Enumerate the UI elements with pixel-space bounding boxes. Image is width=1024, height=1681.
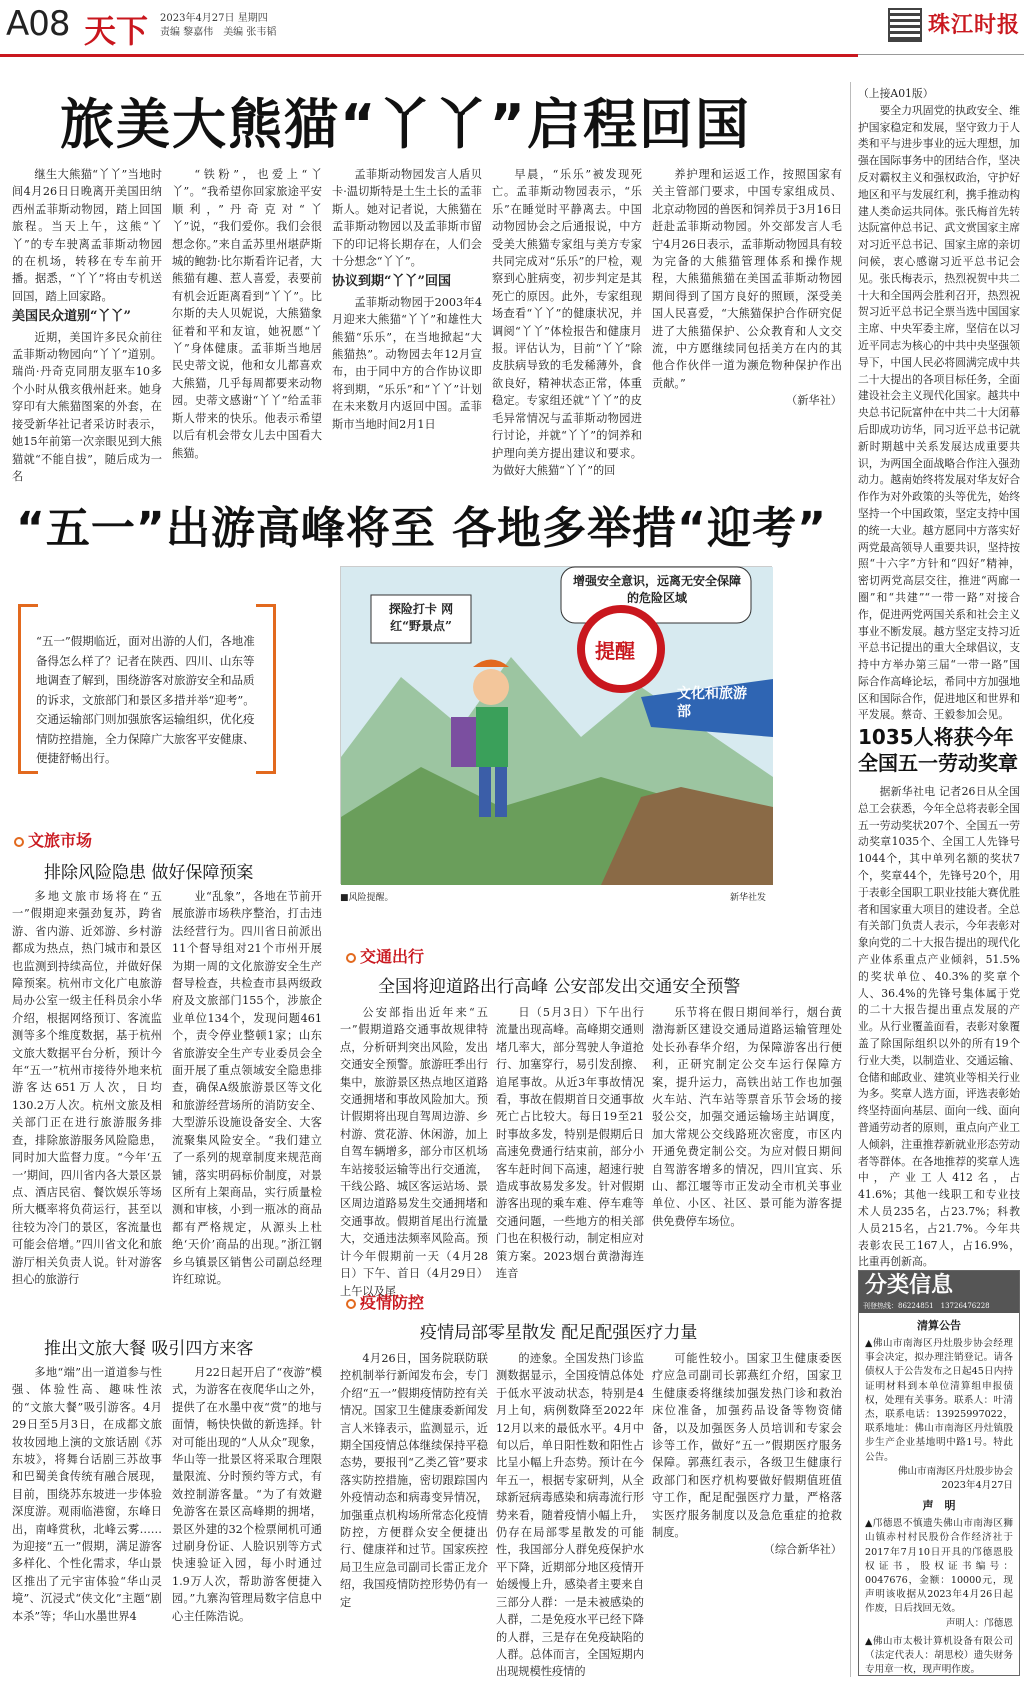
lead-col-1 [12,166,162,483]
s3-para: 日（5月3日）下午出行流量出现高峰。高峰期交通则堵几率大，部分驾驶人争道抢行、加塞穿行，易引发刮擦、追尾事故。从近3年事故情况看，事故在假期首日交通事故死亡占比较大。每日19至21时事故多发，特别是假期后日高速免费通行结束前，部分小客车赶时间下高速，超速行驶造成事故易发多发。针对假期游客出现的乘车难、停车难等交通问题，一些地方的相关部门也在积极行动，制定相应对策方案。2023烟台黄渤海连连音 [496,1006,644,1281]
lead-col-4 [492,166,642,477]
page-header [0,0,1024,54]
lead-para: 孟菲斯动物园发言人盾贝卡·温切斯特是土生土长的孟菲斯人。她对记者说，大熊猫在孟菲斯动物园以及孟菲斯市留下的印记将长期存在，人们会十分想念“丫丫”。 [332,168,482,269]
tag-wenlv [14,828,92,851]
lead-col-2 [172,166,322,460]
s2-para: 月22日起开启了“夜游”模式，为游客在夜爬华山之外，提供了在水墨中夜“赏”的地与面情，畅快快做的新选择。针对可能出现的“人从众”现象，华山等一批景区将采取合理限量限流、分时预约等方式，有效控制游客量。“为了有效避免游客在景区高峰期的拥堵，景区外建的32个检票闸机可通过刷身份证、人脸识别等方式快速验证入园，每小时通过1.9万人次，帮助游客便捷入园。”九寨沟管理局数字信息中心主任陈浩说。 [172,1366,322,1623]
sidebar-para: 要全力巩固党的执政安全、维护国家稳定和发展，坚守致力于人类和平与进步事业的远大理想，加强在国际事务中的团结合作，坚决反对霸权主义和强权政治，守护好地区和平与发展红利，携手推动构建人类命运共同体。张氏梅首先转达阮富仲总书记、武文赏国家主席对习近平总书记、国家主席的亲切问候，衷心感谢习近平总书记会见。张氏梅表示，热烈祝贺中共二十大和全国两会胜利召开，热烈祝贺习近平总书记全票当选中国国家主席、中央军委主席，坚信在以习近平同志为核心的中共中央坚强领导下，中国人民必将圆满完成中共二十大提出的各项目标任务，全面建设社会主义现代化国家。越共中央总书记阮富仲在中共二十大闭幕后即成功访华，同习近平总书记就新时期越中关系发展达成重要共识，为两国全面战略合作注入强劲动力。越南始终将发展对华友好合作作为对外政策的头等优先，始终坚持一个中国政策，坚定支持中国的统一大业。越方愿同中方落实好两党最高领导人重要共识，坚持按照“十六字”方针和“四好”精神，密切两党高层交往，推进“两廊一圈”和“共建”“一带一路”对接合作，促进两党两国关系和社会主义事业不断发展。越方坚定支持习近平总书记提出的重大全球倡议，支持中方举办第三届“一带一路”国际合作高峰论坛，希同中方加强地区和国际合作，促进地区和世界和平发展。蔡奇、王毅参加会见。 [858,103,1020,722]
tag-label: 文旅市场 [28,831,93,850]
s1-para: 多地文旅市场将在“五一”假期迎来强劲复苏，跨省游、省内游、近郊游、乡村游都成为热点，热门城市和景区也监测到持续高位，并做好保障预案。杭州市文化广电旅游局办公室一级主任科员余小华介绍，根据网络预订、客流监测等多个维度数据，基于杭州文旅大数据平台分析，预计今年“五一”杭州市接待外地来杭游客达651万人次，日均130.2万人次。杭州文旅及相关部门正在进行旅游服务排查，排除旅游服务风险隐患，同时加大监督力度。“今年‘五一’期间，四川省内各大景区景点、酒店民宿、餐饮娱乐等场所大概率将负荷运行，甚至以往较为冷门的景区，客流量也可能会倍增。”四川省文化和旅游厅相关负责人说。针对游客担心的旅游行 [12,890,162,1286]
tag-label: 疫情防控 [360,1293,425,1312]
notice-signature: 佛山市南海区丹灶殷步协会 [897,1465,1013,1477]
s3-col-1 [340,1004,488,1298]
lead-para: 近期，美国许多民众前往孟菲斯动物园向“丫丫”道别。瑞尚·丹奇克同朋友驱车10多个小时从俄亥俄州赶来。她身穿印有大熊猫图案的外套，在接受新华社记者采访时表示，她15年前第一次亲眼见到大熊猫就“不能自拔”，随后成为一名 [12,330,162,483]
notice-text: ▲佛山市南海区丹灶殷步协会经理事会决定，拟办理注销登记。请各债权人于公告发布之日起45日内持证明材料到本单位清算组申报债权，处理有关事务。联系人：叶清杰，联系电话：13925997022，联系地址：佛山市南海区丹灶镇殷步生产企业基地明中路1号。特此公告。 [865,1338,1013,1463]
designer: 美编 张韦韬 [223,27,277,38]
column-separator [850,82,851,1677]
statement-signature: 声明人：邝德恩 [945,1617,1013,1629]
tag-dot-icon [346,1299,356,1309]
lead-credit: （新华社） [786,394,842,408]
lead-subhead: 协议到期“丫丫”回国 [332,274,451,290]
header-rule [0,54,858,57]
s4-credit: （综合新华社） [763,1543,842,1557]
s4-para: 的迹象。全国发热门诊监测数据显示，全国疫情总体处于低水平波动状态，特别是4月上旬，病例数降至2022年12月以来的最低水平。4月中旬以后，单日阳性数和阳性占比呈小幅上升态势。预计在今年五一，根据专家研判，从全球新冠病毒感染和病毒流行形势来看，随着疫情小幅上升，仍存在局部零星散发的可能性，我国部分人群免疫保护水平下降，近期部分地区疫情开始缓慢上升，感染者主要来自三部分人群：一是未被感染的人群，二是免疫水平已经下降的人群，三是存在免疫缺陷的人群。总体而言，全国短期内出现规模性疫情的 [496,1352,644,1679]
s3-title: 全国将迎道路出行高峰 公安部发出交通安全预警 [378,977,741,997]
sidebar-continued [858,86,1020,722]
statement-text: ▲邝德恩不慎遗失佛山市南海区狮山镇赤村村民股份合作经济社于2017年7月10日开具的邝德恩股权证书，股权证书编号：0047676，金额：10000元，现声明该收据从2023年4月26日起作废，日后找回无效。 [865,1518,1013,1615]
qr-code-icon [888,8,922,42]
classifieds-banner [859,1271,1019,1301]
s1-col-1 [12,888,162,1294]
page-number: A08 [6,4,70,44]
notice-date: 2023年4月27日 [941,1480,1013,1492]
header-rule-right [858,54,1024,55]
tag-jiaotong [346,944,424,967]
cartoon-credit: 新华社发 [730,893,767,903]
lead-para: 早晨，“乐乐”被发现死亡。孟菲斯动物园表示，“乐乐”在睡觉时平静离去。中国动物园协会之后通报说，中方受美大熊猫专家组与美方专家共同完成对“乐乐”的尸检，观察到心脏病变，初步判定是其死亡的原因。此外，专家组现场查看“丫丫”的健康状况，并调阅“丫丫”体检报告和健康月报。评估认为，目前“丫丫”除皮肤病导致的毛发稀薄外，食欲良好，精神状态正常，体重稳定。专家组还就“丫丫”的皮毛异常情况与孟菲斯动物园进行讨论，并就“丫丫”的饲养和护理向美方提出建议和要求。为做好大熊猫“丫丫”的回 [492,168,642,477]
s4-col-2 [496,1350,644,1679]
classifieds-phone: 刊登热线：86224851 13726476228 [859,1301,1019,1313]
statement-text-2: ▲佛山市太极计算机设备有限公司（法定代表人：胡思校）遗失财务专用章一枚，现声明作废。 [865,1635,1013,1676]
tag-yiqing [346,1290,424,1313]
tag-label: 交通出行 [360,947,425,966]
tag-dot-icon [346,953,356,963]
cartoon-caption: ■风险提醒。 [340,893,394,903]
s1-title: 排除风险隐患 做好保障预案 [44,863,254,883]
s4-title: 疫情局部零星散发 配足配强医疗力量 [420,1323,698,1343]
lead-subhead: 美国民众道别“丫丫” [12,309,131,325]
award-body [858,784,1020,1269]
lead-para: 孟菲斯动物园于2003年4月迎来大熊猫“丫丫”和雄性大熊猫“乐乐”，在当地掀起“大熊猫热”。动物园去年12月宣布，由于同中方的合作协议即将到期，“乐乐”和“丫丫”计划在未来数月内返回中国。孟菲斯市当地时间2月1日 [332,295,482,431]
cartoon-illustration [340,566,772,884]
lead-para: 养护理和运返工作，按照国家有关主管部门要求，中国专家组成员、北京动物园的兽医和饲养员于3月16日赶赴孟菲斯动物园。外交部发言人毛宁4月26日表示，孟菲斯动物园具有较为完备的大熊猫管理体系和操作规程，大熊猫熊猫在美国孟菲斯动物园期间得到了国方良好的照顾，深受美国人民喜爱，“大熊猫保护合作研究促进了大熊猫保护、公众教育和人文交流，中方愿继续同包括美方在内的其他合作伙伴一道为濒危物种保护作出贡献。” [652,168,842,390]
s2-col-2 [172,1364,322,1676]
s4-para: 可能性较小。国家卫生健康委医疗应急司副司长郭燕红介绍，国家卫生健康委将继续加强发热门诊和救治床位准备，加强药品设备等物资储备，以及加强医务人员培训和专家会诊等工作，做好“五一”假期医疗服务保障。郭燕红表示，各级卫生健康行政部门和医疗机构要做好假期值班值守工作，配足配强医疗力量，严格落实医疗服务制度以及急危重症的抢救制度。 [652,1352,842,1540]
cartoon-sign: 提醒 [595,639,635,663]
wuyi-headline: “五一”出游高峰将至 各地多举措“迎考” [16,503,827,554]
s3-para: 公安部指出近年来“五一”假期道路交通事故规律特点，分析研判突出风险，发出交通安全预警。旅游旺季出行集中，旅游景区热点地区道路交通拥堵和事故风险加大。预计假期将出现自驾周边游、乡村游、赏花游、休闲游，加上自驾车辆增多，部分市区机场车站接驳运输等出行交通流，干线公路、城区客运站场、景区周边道路易发生交通拥堵和交通事故。假期首尾出行流量大，交通违法频率风险高。预计今年假期前一天（4月28日）下午、首日（4月29日）上午以及尾 [340,1006,488,1298]
dateline [160,12,276,40]
s1-col-2 [172,888,322,1294]
lead-col-5 [652,166,842,450]
issue-date: 2023年4月27日 星期四 [160,13,268,24]
s2-col-1 [12,1364,162,1676]
classifieds-title: 分类信息 [865,1273,954,1298]
s2-para: 多地“端”出一道道参与性强、体验性高、趣味性浓的“文旅大餐”吸引游客。4月29日至5月3日，在成都文旅妆妆园地上演的文旅话剧《苏东坡》，将舞台话剧三苏故事和巴蜀美食传统有融合展现，目前，围绕苏东坡进一步体验深度游。观雨临港窗，东峰日出，南峰赏秋，北峰云雾……为迎接“五一”假期，满足游客多样化、个性化需求，华山景区推出了元宇宙体验“华山灵境”、沉浸式“侠文化”主题“剧本杀”等；华山水墨世界4 [12,1366,162,1623]
lead-headline: 旅美大熊猫“丫丫”启程回国 [60,93,751,156]
lead-para: 继生大熊猫“丫丫”当地时间4月26日日晚离开美国田纳西州孟菲斯动物园，踏上回国旅程。当天上午，这熊“丫丫”的专车驶离孟菲斯动物园的在机场，转移在专车前开播。据悉，“丫丫”将由专机送回国，踏上回家路。 [12,168,162,303]
intro-text: “五一”假期临近，面对出游的人们，各地准备得怎么样了？记者在陕西、四川、山东等地调查了解到，围绕游客对旅游安全和品质的诉求，文旅部门和景区多措并举“迎考”。交通运输部门则加强旅客运输组织，优化疫情防控措施，全力保障广大旅客平安健康、便捷舒畅出行。 [36,634,255,765]
continued-from: （上接A01版） [858,87,934,100]
s1-para: 业“乱象”，各地在节前开展旅游市场秩序整治，打击违法经营行为。四川省日前派出11个督导组对21个市州开展为期一周的文化旅游安全生产督导检查，共检查市县两级政府及文旅部门155个，涉旅企业单位134个，发现问题461个，责令停业整顿1家；山东省旅游安全生产专业委员会全面开展了重点领域安全隐患排查，确保A级旅游景区等文化和旅游经营场所的消防安全、大型游乐设施设备安全、大客流聚集风险安全。“我们建立了一系列的规章制度来规范商铺，落实明码标价制度，对景区所有上架商品，实行质量检测和审核，小到一瓶冰的商品都有严格规定，从源头上杜绝‘天价’商品的出现。”浙江钢乡乌镇景区销售公司副总经理许红琼说。 [172,890,322,1286]
tag-dot-icon [14,837,24,847]
bracket-right [256,604,276,774]
lead-col-3 [332,166,482,450]
masthead-logo: 珠江时报 [928,12,1021,38]
credits [160,26,276,40]
s4-col-3 [652,1350,842,1676]
editor: 责编 黎嘉伟 [160,27,214,38]
s4-para: 4月26日，国务院联防联控机制举行新闻发布会，专门介绍“五一”假期疫情防控有关情况。国家卫生健康委新闻发言人米锋表示，监测显示，近期全国疫情总体继续保持平稳态势，要报刊“乙类乙管”要求落实防控措施，密切跟踪国内外疫情动态和病毒变异情况，加强重点机构场所常态化疫情防控，方便群众安全便捷出行、健康祥和过节。国家疾控局卫生应急司副司长雷正龙介绍，我国疫情防控形势仍有一定 [340,1352,488,1609]
bracket-left [18,604,38,774]
s4-col-1 [340,1350,488,1676]
s2-title: 推出文旅大餐 吸引四方来客 [44,1339,254,1359]
award-headline: 1035人将获今年全国五一劳动奖章 [858,725,1018,775]
cartoon-bubble: 增强安全意识，远离无安全保障的危险区域 [572,574,741,605]
classifieds-box [858,1270,1020,1676]
award-para: 据新华社电 记者26日从全国总工会获悉，今年全总将表彰全国五一劳动奖状207个、全国五一劳动奖章1035个、全国工人先锋号1044个，其中单列名额的奖状7个，奖章44个，先锋号20个，用于表彰全国职工职业技能大赛优胜者和国家重大项目的建设者。全总有关部门负责人表示，今年表彰对象向党的二十大报告提出的现代化产业体系重点产业倾斜，51.5%的奖状单位、40.3%的奖章个人、36.4%的先锋号集体属于党的二十大报告提出重点发展的产业。从行业覆盖面看，表彰对象覆盖了除国际组织以外的所有19个行业大类，以制造业、交通运输、仓储和邮政业、建筑业等相关行业为多。奖章人选方面，评选表彰始终坚持面向基层、面向一线、面向普通劳动者的原则，重点向产业工人倾斜，注重推荐新就业形态劳动者等群体。在各地推荐的奖章人选中，产业工人412名，占41.6%；其他一线职工和专业技术人员235名，占23.7%；科教人员215名，占21.7%。今年共表彰农民工167人，占16.9%，比重再创新高。 [858,785,1020,1269]
lead-para: “铁粉”，也爱上“丫丫”。“我希望你回家旅途平安顺利，”丹奇克对“丫丫”说，“我们爱你。我们会很想念你。”来自孟苏里州堪萨斯城的鲍勃·比尔斯看许记者，大熊猫有趣、惹人喜爱，表要前有机会近距离看到“丫丫”。比尔斯的夫人贝妮说，大熊猫象征着和平和友谊，她祝愿“丫丫”身体健康。孟菲斯当地居民史蒂文说，他和女儿都喜欢大熊猫，几乎每周都要来动物园。史蒂文感谢“丫丫”给孟菲斯人带来的快乐。他表示希望以后有机会带女儿去中国看大熊猫。 [172,168,322,460]
section-name: 天下 [84,12,149,50]
s3-col-2 [496,1004,644,1281]
cartoon-board: 探险打卡 网红“野景点” [388,602,454,633]
statement-heading: 声 明 [922,1499,956,1513]
s3-para: 乐节将在假日期间举行，烟台黄渤海新区建设交通局道路运输管理处处长孙春华介绍，为保障游客出行便利，正研究制定公交车运行保障方案，提升运力，高铁出站工作也加强火车站、汽车站等票音乐节会场的接驳公交，加强交通运输场主站调度，加大常规公交线路班次密度，市区内开通免费定制公交。为应对假日期间自驾游客增多的情况，四川宜宾、乐山、都江堰等市正发动全市机关事业单位、小区、社区、景可能为游客提供免费停车场位。 [652,1006,842,1228]
cartoon-sleeve: 文化和旅游部 [677,686,747,720]
notice-heading: 清算公告 [917,1319,961,1332]
s3-col-3 [652,1004,842,1274]
